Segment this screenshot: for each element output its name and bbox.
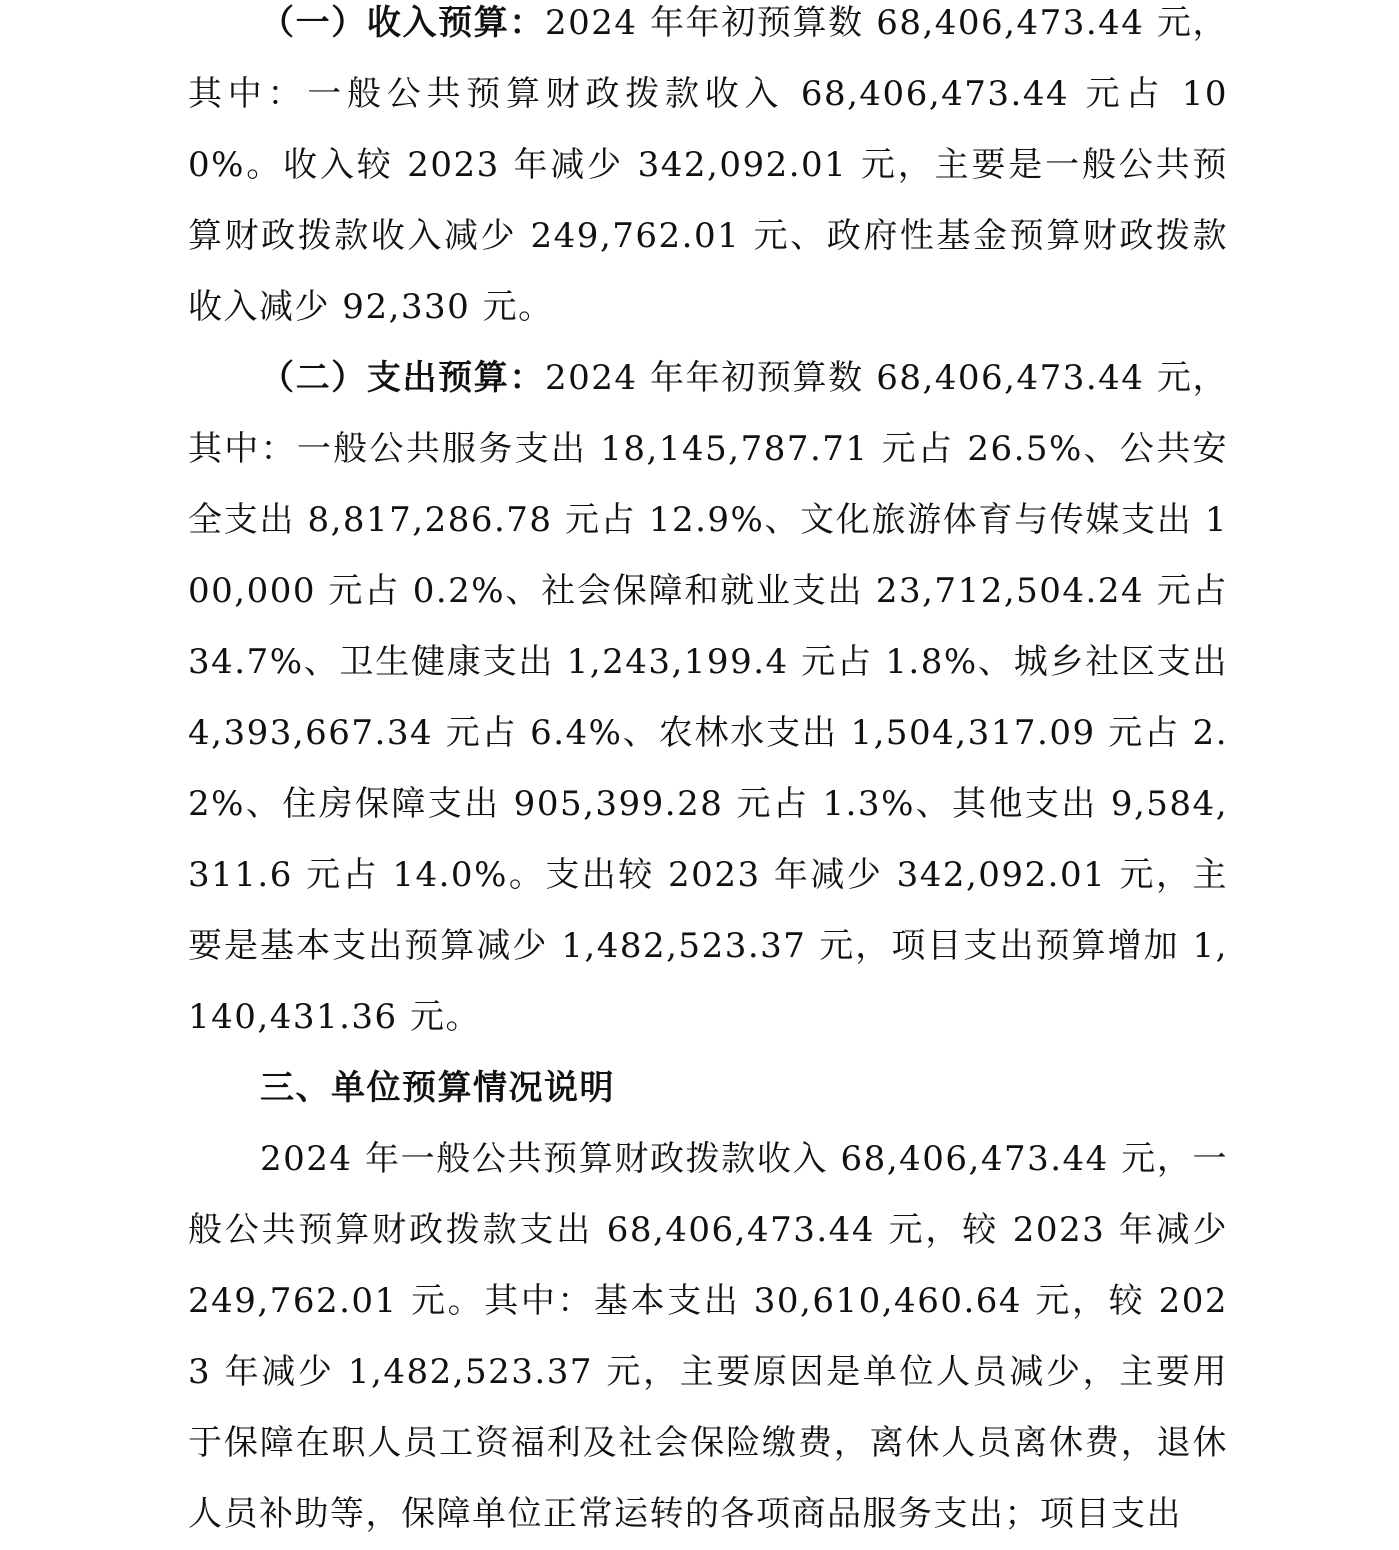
document-body [188, 0, 1228, 1550]
income-budget-text: 2024 年年初预算数 68,406,473.44 元，其中：一般公共预算财政拨款收入 68,406,473.44 元占 100%。收入较 2023 年减少 342,092.01 元，主要是一般公共预算财政拨款收入减少 249,762.01 元、政府性基金预算财政拨款收入减少 92,330 元。 [188, 3, 1228, 327]
expenditure-budget-lead: （二）支出预算： [260, 358, 546, 398]
unit-budget-paragraph: 2024 年一般公共预算财政拨款收入 68,406,473.44 元，一般公共预算财政拨款支出 68,406,473.44 元，较 2023 年减少 249,762.01 元。其中：基本支出 30,610,460.64 元，较 2023 年减少 1,482,523.37 元，主要原因是单位人员减少，主要用于保障在职人员工资福利及社会保险缴费，离休人员离休费，退休人员补助等，保障单位正常运转的各项商品服务支出；项目支出 [188, 1139, 1228, 1534]
section-3-heading: 三、单位预算情况说明 [260, 1068, 615, 1108]
income-budget-lead: （一）收入预算： [260, 3, 546, 43]
expenditure-budget-text: 2024 年年初预算数 68,406,473.44 元，其中：一般公共服务支出 18,145,787.71 元占 26.5%、公共安全支出 8,817,286.78 元占 12.9%、文化旅游体育与传媒支出 100,000 元占 0.2%、社会保障和就业支出 23,712,504.24 元占 34.7%、卫生健康支出 1,243,199.4 元占 1.8%、城乡社区支出 4,393,667.34 元占 6.4%、农林水支出 1,504,317.09 元占 2.2%、住房保障支出 905,399.28 元占 1.3%、其他支出 9,584,311.6 元占 14.0%。支出较 2023 年减少 342,092.01 元，主要是基本支出预算减少 1,482,523.37 元，项目支出预算增加 1,140,431.36 元。 [188, 358, 1228, 1037]
income-budget-paragraph [188, 0, 1228, 343]
expenditure-budget-paragraph [188, 343, 1228, 1053]
